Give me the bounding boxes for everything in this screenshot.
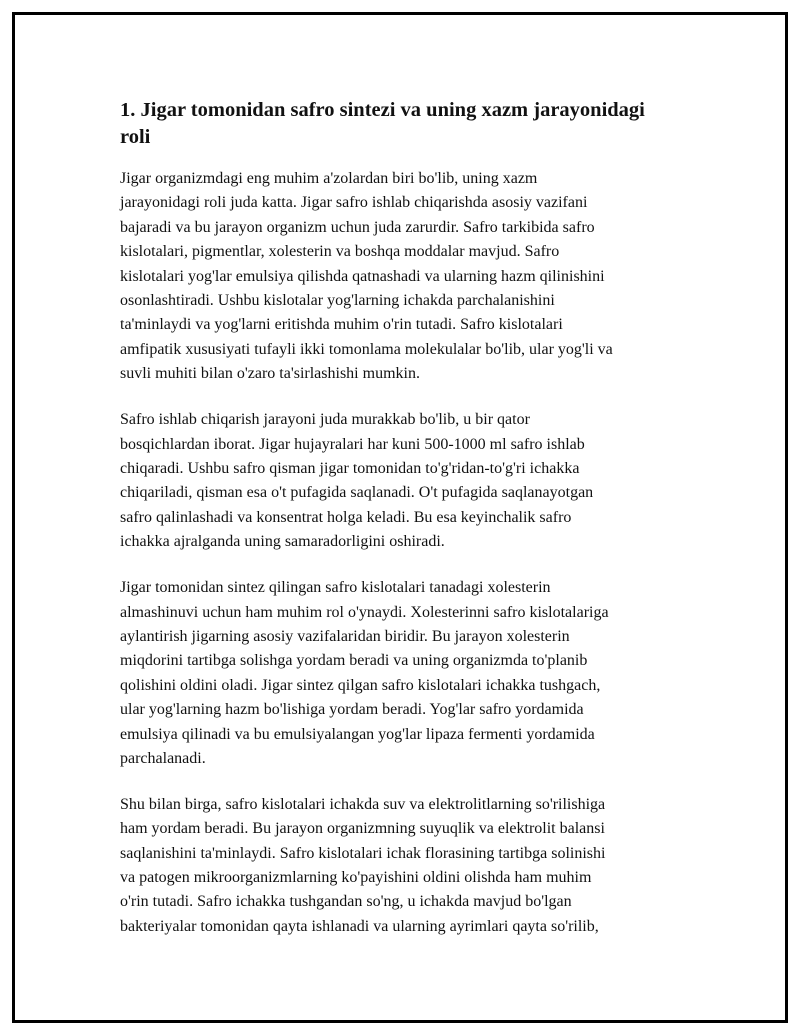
text-line: va patogen mikroorganizmlarning ko'payishini oldini olishda ham muhim (120, 869, 592, 887)
text-line: osonlashtiradi. Ushbu kislotalar yog'larning ichakda parchalanishini (120, 292, 555, 310)
text-line: Safro ishlab chiqarish jarayoni juda murakkab bo'lib, u bir qator (120, 411, 530, 429)
text-line: kislotalari, pigmentlar, xolesterin va boshqa moddalar mavjud. Safro (120, 243, 560, 261)
text-line: safro qalinlashadi va konsentrat holga keladi. Bu esa keyinchalik safro (120, 508, 572, 526)
text-line: qolishini oldini oladi. Jigar sintez qilgan safro kislotalari ichakka tushgach, (120, 676, 601, 694)
text-line: parchalanadi. (120, 749, 206, 767)
text-line: ichakka ajralganda uning samaradorligini oshiradi. (120, 533, 445, 551)
text-line: saqlanishini ta'minlaydi. Safro kislotalari ichak florasining tartibga solinishi (120, 844, 606, 862)
text-line: aylantirish jigarning asosiy vazifalaridan biridir. Bu jarayon xolesterin (120, 627, 570, 645)
text-line: Shu bilan birga, safro kislotalari ichakda suv va elektrolitlarning so'rilishiga (120, 795, 606, 813)
text-line: kislotalari yog'lar emulsiya qilishda qatnashadi va ularning hazm qilinishini (120, 267, 605, 285)
text-line: miqdorini tartibga solishga yordam beradi va uning organizmda to'planib (120, 652, 588, 670)
text-line: chiqariladi, qisman esa o't pufagida saqlanadi. O't pufagida saqlanayotgan (120, 484, 594, 502)
text-line: Jigar organizmdagi eng muhim a'zolardan biri bo'lib, uning xazm (120, 170, 538, 187)
paragraph-4 (120, 793, 710, 939)
document-body (120, 97, 710, 961)
page-frame (12, 12, 788, 1023)
title-line: 1. Jigar tomonidan safro sintezi va uning xazm jarayonidagi (120, 99, 645, 121)
text-line: ta'minlaydi va yog'larni eritishda muhim o'rin tutadi. Safro kislotalari (120, 316, 563, 334)
text-line: Jigar tomonidan sintez qilingan safro kislotalari tanadagi xolesterin (120, 579, 551, 597)
paragraph-2 (120, 408, 710, 554)
text-line: ular yog'larning hazm bo'lishiga yordam beradi. Yog'lar safro yordamida (120, 701, 584, 719)
text-line: bajaradi va bu jarayon organizm uchun juda zarurdir. Safro tarkibida safro (120, 218, 595, 236)
title-line: roli (120, 126, 151, 148)
text-line: almashinuvi uchun ham muhim rol o'ynaydi. Xolesterinni safro kislotalariga (120, 603, 609, 621)
text-line: bakteriyalar tomonidan qayta ishlanadi va ularning ayrimlari qayta so'rilib, (120, 917, 599, 935)
paragraph-3 (120, 576, 710, 771)
text-line: jarayonidagi roli juda katta. Jigar safro ishlab chiqarishda asosiy vazifani (120, 194, 588, 212)
section-title (120, 97, 710, 151)
text-line: emulsiya qilinadi va bu emulsiyalangan yog'lar lipaza fermenti yordamida (120, 725, 595, 743)
text-line: ham yordam beradi. Bu jarayon organizmning suyuqlik va elektrolit balansi (120, 820, 605, 838)
text-line: suvli muhiti bilan o'zaro ta'sirlashishi mumkin. (120, 365, 420, 383)
text-line: chiqaradi. Ushbu safro qisman jigar tomonidan to'g'ridan-to'g'ri ichakka (120, 459, 580, 477)
paragraph-1 (120, 167, 710, 387)
text-line: amfipatik xususiyati tufayli ikki tomonlama molekulalar bo'lib, ular yog'li va (120, 340, 613, 358)
text-line: o'rin tutadi. Safro ichakka tushgandan so'ng, u ichakda mavjud bo'lgan (120, 893, 572, 911)
text-line: bosqichlardan iborat. Jigar hujayralari har kuni 500-1000 ml safro ishlab (120, 435, 585, 453)
